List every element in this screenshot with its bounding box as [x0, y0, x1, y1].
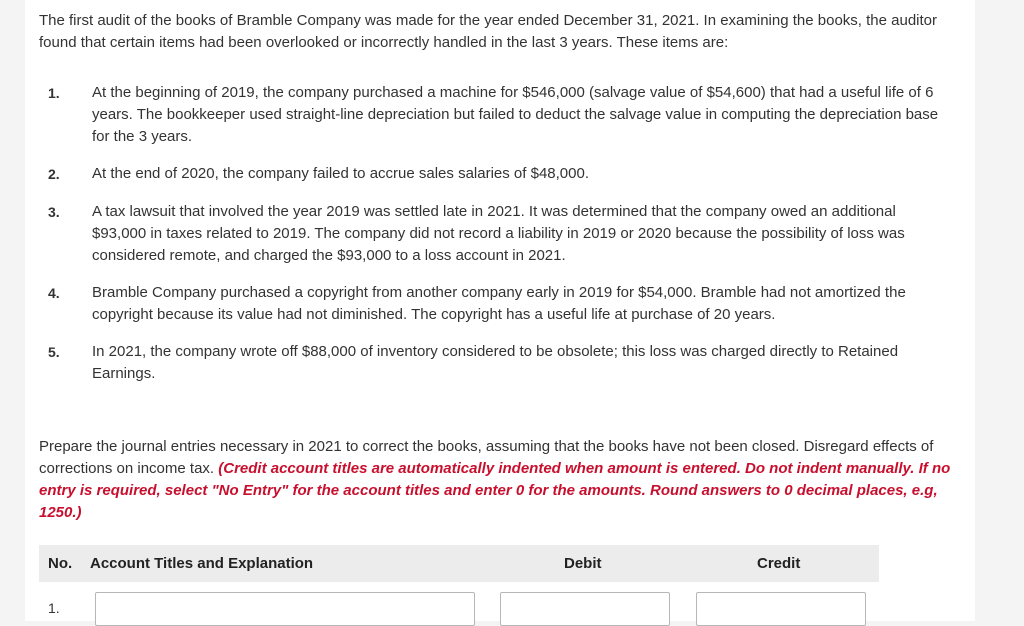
- item-text: At the end of 2020, the company failed to accrue sales salaries of $48,000.: [92, 165, 589, 182]
- header-debit: Debit: [564, 555, 602, 572]
- item-text: Bramble Company purchased a copyright from another company early in 2019 for $54,000. Bramble had not amortized the copyright because its value had not diminished. The copyright has a useful life at purchase of 20 years.: [92, 284, 906, 323]
- item-number: 1.: [48, 85, 60, 101]
- problem-intro: The first audit of the books of Bramble Company was made for the year ended December 31, 2021. In examining the books, the auditor found that certain items had been overlooked or incorrectly handled in the last 3 years. These items are:: [39, 12, 938, 51]
- instructions-main: Prepare the journal entries necessary in 2021 to correct the books, assuming that the books have not been closed. Disregard effects of corrections on income tax.: [39, 438, 934, 477]
- row-number: 1.: [48, 600, 60, 616]
- problem-panel: [25, 0, 975, 621]
- item-number: 5.: [48, 344, 60, 360]
- journal-table-header: [39, 545, 879, 582]
- item-number: 3.: [48, 204, 60, 220]
- instructions-note: (Credit account titles are automatically indented when amount is entered. Do not indent manually. If no entry is required, select "No Entry" for the account titles and enter 0 for the amounts. Round answers to 0 decimal places, e.g, 1250.): [39, 460, 951, 521]
- header-credit: Credit: [757, 555, 801, 572]
- item-number: 2.: [48, 166, 60, 182]
- header-account: Account Titles and Explanation: [90, 555, 314, 572]
- item-number: 4.: [48, 285, 60, 301]
- item-text: In 2021, the company wrote off $88,000 of inventory considered to be obsolete; this loss was charged directly to Retained Earnings.: [92, 343, 899, 382]
- header-no: No.: [48, 555, 73, 572]
- item-text: At the beginning of 2019, the company purchased a machine for $546,000 (salvage value of $54,600) that had a useful life of 6 years. The bookkeeper used straight-line depreciation but failed to deduct the salvage value in computing the depreciation base for the 3 years.: [92, 84, 939, 145]
- item-text: A tax lawsuit that involved the year 2019 was settled late in 2021. It was determined that the company owed an additional $93,000 in taxes related to 2019. The company did not record a liability in 2019 or 2020 because the possibility of loss was considered remote, and charged the $93,000 to a loss account in 2021.: [92, 203, 905, 264]
- instructions: [39, 436, 964, 524]
